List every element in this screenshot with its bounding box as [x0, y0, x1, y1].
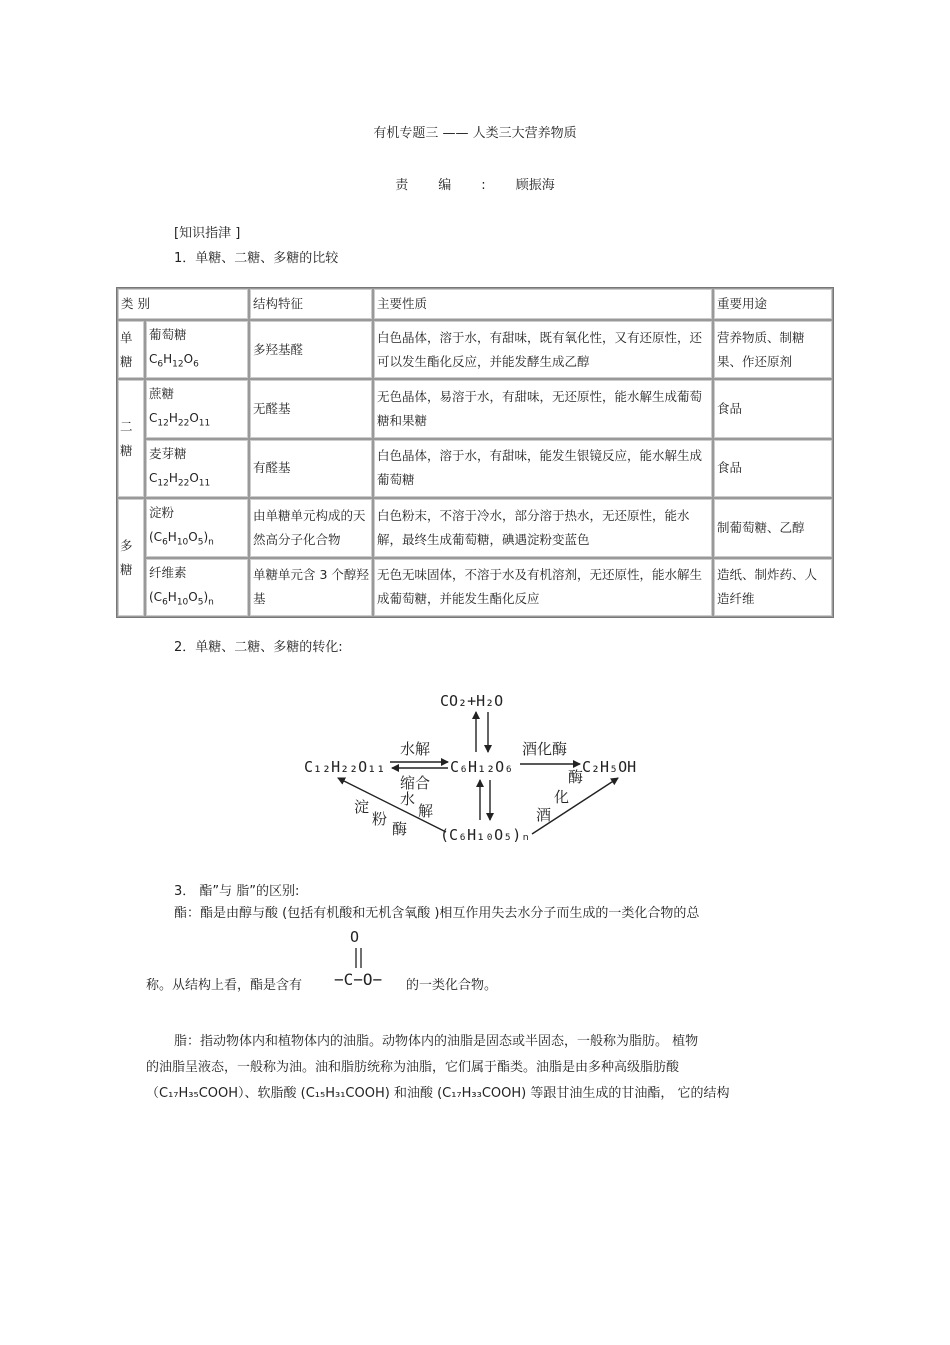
uses-cell: 制葡萄糖、乙醇: [713, 498, 833, 557]
formula: $C_{12}H_{22}O_{11}$: [149, 411, 211, 429]
sec2-heading: 2．单糖、二糖、多糖的转化:: [174, 640, 343, 655]
ester-paragraph-line2b: 的一类化合物。: [406, 978, 498, 993]
category-cell: 单糖: [117, 320, 145, 379]
starch-label: (C₆H₁₀O₅)ₙ: [440, 826, 531, 844]
editor-line: [0, 174, 950, 193]
table-row: [117, 558, 833, 617]
structure-cell: 多羟基醛: [249, 320, 373, 379]
formula: $(C_6H_{10}O_5)_n$: [149, 589, 214, 607]
fat-paragraph-line1: 脂：指动物体内和植物体内的油脂。动物体内的油脂是固态或半固态，一般称为脂肪。 植物: [174, 1034, 699, 1049]
sugar-conversion-diagram: [300, 682, 660, 852]
table-row: [117, 498, 833, 557]
fat-paragraph-line3: （C₁₇H₃₅COOH）、软脂酸 (C₁₅H₃₁COOH) 和油酸 (C₁₇H₃₃COOH) 等跟甘油生成的甘油酯， 它的结构: [146, 1086, 730, 1101]
table-row: [117, 379, 833, 438]
uses-cell: 食品: [713, 439, 833, 498]
sugar-name-cell: 纤维素 $(C_6H_{10}O_5)_n$: [145, 558, 249, 617]
co2-h2o-label: CO₂+H₂O: [440, 692, 504, 710]
sugar-comparison-table: [116, 287, 834, 618]
properties-cell: 白色晶体，溶于水，有甜味，既有氧化性，又有还原性，还可以发生酯化反应，并能发酵生成乙醇: [373, 320, 713, 379]
glucose-label: C₆H₁₂O₆: [450, 758, 514, 776]
category-cell: 二糖: [117, 379, 145, 498]
properties-cell: 白色晶体，溶于水，有甜味，能发生银镜反应，能水解生成葡萄糖: [373, 439, 713, 498]
sec1-heading: 1．单糖、二糖、多糖的比较: [174, 251, 339, 266]
mei2-char: 酶: [392, 820, 408, 838]
condensation-label: 缩合: [400, 774, 431, 792]
ester-paragraph-line2a: 称。从结构上看，酯是含有: [146, 978, 303, 993]
wine-char: 酒: [536, 806, 552, 824]
editor-label: 责编:: [395, 178, 516, 193]
properties-cell: 白色粉末，不溶于冷水，部分溶于热水，无还原性，能水解，最终生成葡萄糖，碘遇淀粉变蓝色: [373, 498, 713, 557]
sugar-name-cell: 葡萄糖 $C_6H_{12}O_6$: [145, 320, 249, 379]
page-title: 有机专题三 —— 人类三大营养物质: [373, 126, 577, 141]
ethanol-label: C₂H₅OH: [582, 758, 637, 776]
structure-cell: 由单糖单元构成的天然高分子化合物: [249, 498, 373, 557]
ester-paragraph-line1: 酯：酯是由醇与酸 (包括有机酸和无机含氧酸 )相互作用失去水分子而生成的一类化合物的总: [174, 906, 700, 921]
sucrose-label: C₁₂H₂₂O₁₁: [304, 758, 386, 776]
zymase-label: 酒化酶: [522, 740, 568, 758]
section-label: [知识指津 ]: [174, 226, 241, 241]
editor-name: 顾振海: [515, 178, 555, 193]
mei-char: 酶: [568, 768, 584, 786]
fat-paragraph-line2: 的油脂呈液态，一般称为油。油和脂肪统称为油脂，它们属于酯类。油脂是由多种高级脂肪酸: [146, 1060, 680, 1075]
shui-char: 水: [400, 790, 416, 808]
properties-cell: 无色无味固体，不溶于水及有机溶剂，无还原性，能水解生成葡萄糖，并能发生酯化反应: [373, 558, 713, 617]
formula: $(C_6H_{10}O_5)_n$: [149, 530, 214, 548]
header-uses: 重要用途: [713, 288, 833, 320]
hydrolysis-label: 水解: [400, 740, 431, 758]
double-bond-mark: [352, 946, 366, 970]
uses-cell: 造纸、制炸药、人造纤维: [713, 558, 833, 617]
category-cell: 多糖: [117, 498, 145, 617]
sugar-name-cell: 蔗糖 $C_{12}H_{22}O_{11}$: [145, 379, 249, 438]
table-row: [117, 439, 833, 498]
sugar-name-cell: 麦芽糖 $C_{12}H_{22}O_{11}$: [145, 439, 249, 498]
sugar-name-cell: 淀粉 $(C_6H_{10}O_5)_n$: [145, 498, 249, 557]
dian-char: 淀: [354, 798, 370, 816]
formula: $C_6H_{12}O_6$: [149, 352, 199, 370]
sec3-heading: 3． 酯”与 脂”的区别:: [174, 884, 300, 899]
table-header-row: [117, 288, 833, 320]
uses-cell: 食品: [713, 379, 833, 438]
fen-char: 粉: [372, 810, 388, 828]
header-category: 类 别: [117, 288, 249, 320]
table-row: [117, 320, 833, 379]
ester-functional-group: −C−O−: [334, 970, 383, 989]
jie-char: 解: [418, 802, 434, 820]
structure-cell: 有醛基: [249, 439, 373, 498]
formula: $C_{12}H_{22}O_{11}$: [149, 470, 211, 489]
structure-cell: 无醛基: [249, 379, 373, 438]
uses-cell: 营养物质、制糖果、作还原剂: [713, 320, 833, 379]
structure-cell: 单糖单元含 3 个醇羟基: [249, 558, 373, 617]
ester-o-atom: O: [350, 928, 360, 946]
hua-char: 化: [554, 788, 570, 806]
properties-cell: 无色晶体，易溶于水，有甜味，无还原性，能水解生成葡萄糖和果糖: [373, 379, 713, 438]
header-structure: 结构特征: [249, 288, 373, 320]
header-properties: 主要性质: [373, 288, 713, 320]
